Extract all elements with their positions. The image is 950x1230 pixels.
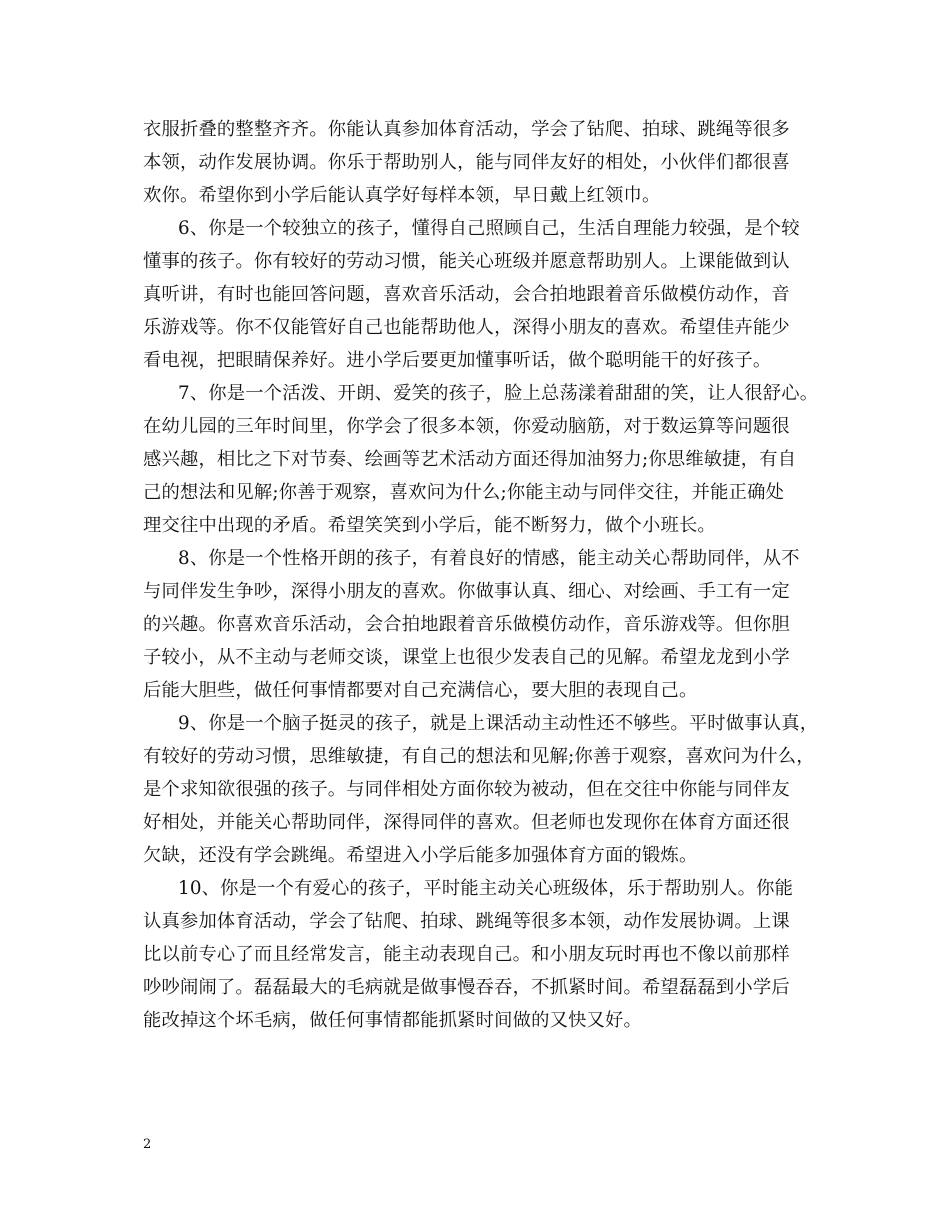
text-line: 懂事的孩子。你有较好的劳动习惯，能关心班级并愿意帮助别人。上课能做到认 [143,251,790,272]
text-line: 比以前专心了而且经常发言，能主动表现自己。和小朋友玩时再也不像以前那样 [143,944,790,965]
text-line: 能改掉这个坏毛病，做任何事情都能抓紧时间做的又快又好。 [143,1010,642,1031]
text-line: 乐游戏等。你不仅能管好自己也能帮助他人，深得小朋友的喜欢。希望佳卉能少 [143,317,790,338]
paragraph-6-start: 6、你是一个较独立的孩子，懂得自己照顾自己，生活自理能力较强，是个较 [178,218,800,239]
text-line: 本领，动作发展协调。你乐于帮助别人，能与同伴友好的相处，小伙伴们都很喜 [143,152,790,173]
text-line: 与同伴发生争吵，深得小朋友的喜欢。你做事认真、细心、对绘画、手工有一定 [143,581,790,602]
paragraph-10-start: 10、你是一个有爱心的孩子，平时能主动关心班级体，乐于帮助别人。你能 [178,878,794,899]
page-number: 2 [143,1137,152,1152]
text-line: 欠缺，还没有学会跳绳。希望进入小学后能多加强体育方面的锻炼。 [143,845,698,866]
text-line: 看电视，把眼睛保养好。进小学后要更加懂事听话，做个聪明能干的好孩子。 [143,350,772,371]
paragraph-9-start: 9、你是一个脑子挺灵的孩子，就是上课活动主动性还不够些。平时做事认真， [178,713,819,734]
paragraph-8-start: 8、你是一个性格开朗的孩子，有着良好的情感，能主动关心帮助同伴，从不 [178,548,800,569]
text-line: 在幼儿园的三年时间里，你学会了很多本领，你爱动脑筋，对于数运算等问题很 [143,416,790,437]
paragraph-7-start: 7、你是一个活泼、开朗、爱笑的孩子，脸上总荡漾着甜甜的笑，让人很舒心。 [178,383,819,404]
text-line: 理交往中出现的矛盾。希望笑笑到小学后，能不断努力，做个小班长。 [143,515,716,536]
text-line: 的兴趣。你喜欢音乐活动，会合拍地跟着音乐做模仿动作，音乐游戏等。但你胆 [143,614,790,635]
text-line: 后能大胆些，做任何事情都要对自己充满信心，要大胆的表现自己。 [143,680,698,701]
text-line: 认真参加体育活动，学会了钻爬、拍球、跳绳等很多本领，动作发展协调。上课 [143,911,790,932]
text-line: 真听讲，有时也能回答问题，喜欢音乐活动，会合拍地跟着音乐做模仿动作，音 [143,284,790,305]
text-line: 衣服折叠的整整齐齐。你能认真参加体育活动，学会了钻爬、拍球、跳绳等很多 [143,119,790,140]
text-line: 是个求知欲很强的孩子。与同伴相处方面你较为被动，但在交往中你能与同伴友 [143,779,790,800]
text-line: 欢你。希望你到小学后能认真学好每样本领，早日戴上红领巾。 [143,185,661,206]
text-line: 子较小，从不主动与老师交谈，课堂上也很少发表自己的见解。希望龙龙到小学 [143,647,790,668]
text-line: 有较好的劳动习惯，思维敏捷，有自己的想法和见解;你善于观察，喜欢问为什么， [143,746,815,767]
text-line: 吵吵闹闹了。磊磊最大的毛病就是做事慢吞吞，不抓紧时间。希望磊磊到小学后 [143,977,790,998]
text-line: 好相处，并能关心帮助同伴，深得同伴的喜欢。但老师也发现你在体育方面还很 [143,812,790,833]
text-line: 感兴趣，相比之下对节奏、绘画等艺术活动方面还得加油努力;你思维敏捷，有自 [143,449,797,470]
text-line: 己的想法和见解;你善于观察，喜欢问为什么;你能主动与同伴交往，并能正确处 [143,482,785,503]
